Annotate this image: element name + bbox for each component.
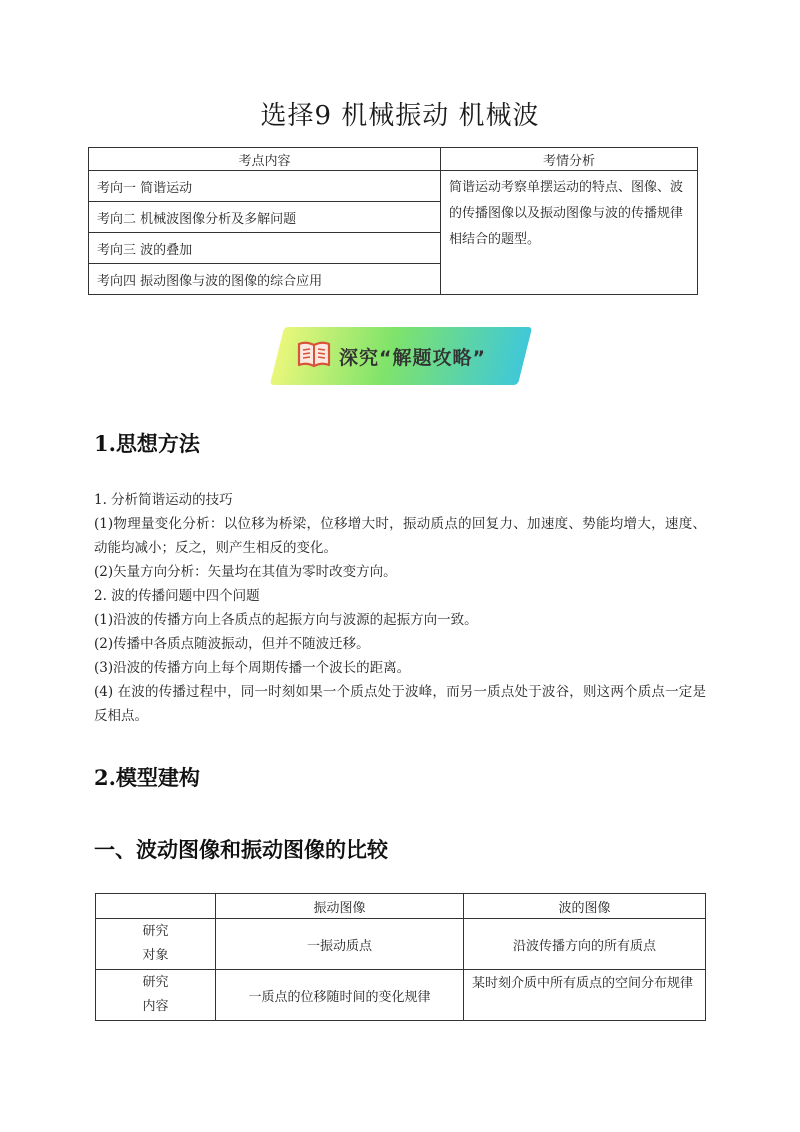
table-row (89, 171, 698, 202)
header-vibration-graph: 振动图像 (216, 894, 464, 919)
section-heading-methods: 1.思想方法 (94, 431, 200, 456)
wave-cell: 某时刻介质中所有质点的空间分布规律 (464, 970, 706, 1021)
topic-cell: 考向一 简谐运动 (89, 171, 441, 202)
row-head (96, 919, 216, 970)
table-header-row (89, 148, 698, 171)
comparison-table (95, 893, 706, 1021)
body-line: (1)物理量变化分析：以位移为桥梁，位移增大时，振动质点的回复力、加速度、势能均增大，速度、动能均减小；反之，则产生相反的变化。 (94, 516, 706, 556)
banner-text: 深究“解题攻略” (339, 346, 486, 369)
vibration-cell: 一振动质点 (216, 919, 464, 970)
body-line: (4) 在波的传播过程中，同一时刻如果一个质点处于波峰，而另一质点处于波谷，则这两个质点一定是反相点。 (94, 684, 706, 724)
row-head-line: 对象 (142, 948, 169, 963)
body-line: (3)沿波的传播方向上每个周期传播一个波长的距离。 (94, 660, 411, 676)
vibration-cell: 一质点的位移随时间的变化规律 (216, 970, 464, 1021)
row-head-line: 内容 (142, 999, 169, 1014)
body-line: (2)传播中各质点随波振动，但并不随波迁移。 (94, 636, 370, 652)
methods-body (94, 488, 706, 728)
table-row (96, 919, 706, 970)
header-topic-content: 考点内容 (89, 148, 441, 171)
section-banner (277, 327, 525, 385)
row-head-line: 研究 (142, 975, 169, 990)
body-line: 1. 分析简谐运动的技巧 (94, 492, 233, 508)
page-title: 选择9 机械振动 机械波 (260, 101, 540, 131)
subsection-heading: 一、波动图像和振动图像的比较 (94, 837, 388, 862)
topic-cell: 考向四 振动图像与波的图像的综合应用 (89, 264, 441, 295)
header-exam-analysis: 考情分析 (441, 148, 698, 171)
row-head-line: 研究 (142, 924, 169, 939)
table-header-row (96, 894, 706, 919)
topic-cell: 考向二 机械波图像分析及多解问题 (89, 202, 441, 233)
header-empty (96, 894, 216, 919)
wave-cell: 沿波传播方向的所有质点 (464, 919, 706, 970)
body-line: (2)矢量方向分析：矢量均在其值为零时改变方向。 (94, 564, 397, 580)
body-line: 2. 波的传播问题中四个问题 (94, 588, 260, 604)
body-line: (1)沿波的传播方向上各质点的起振方向与波源的起振方向一致。 (94, 612, 478, 628)
header-wave-graph: 波的图像 (464, 894, 706, 919)
analysis-cell: 简谐运动考察单摆运动的特点、图像、波的传播图像以及振动图像与波的传播规律相结合的题型。 (441, 171, 698, 295)
section-heading-model: 2.模型建构 (94, 765, 200, 790)
row-head (96, 970, 216, 1021)
table-row (96, 970, 706, 1021)
open-book-icon (297, 340, 331, 372)
topic-cell: 考向三 波的叠加 (89, 233, 441, 264)
exam-topic-table (88, 147, 698, 295)
